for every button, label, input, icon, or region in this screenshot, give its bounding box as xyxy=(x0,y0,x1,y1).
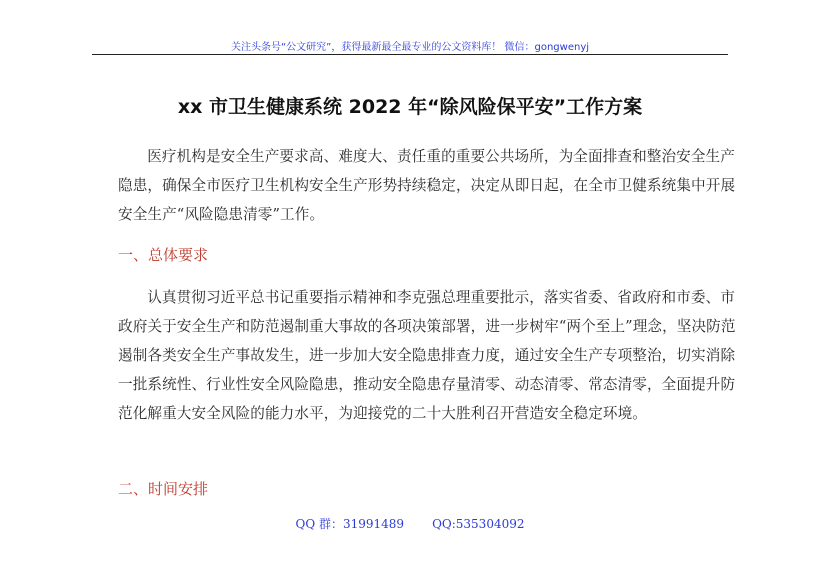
qq-number-label: QQ:535304092 xyxy=(432,517,525,531)
qq-group-label: QQ 群：31991489 xyxy=(295,517,405,531)
footer-contacts xyxy=(0,515,820,532)
section-heading-general-requirements: 一、总体要求 xyxy=(118,246,209,264)
section-heading-schedule: 二、时间安排 xyxy=(118,480,209,498)
intro-paragraph: 医疗机构是安全生产要求高、难度大、责任重的重要公共场所，为全面排查和整治安全生产隐患，确保全市医疗卫生机构安全生产形势持续稳定，决定从即日起，在全市卫健系统集中开展安全生产“风险隐患清零”工作。 xyxy=(118,148,736,223)
header-note: 关注头条号“公文研究”，获得最新最全最专业的公文资料库！ 微信：gongwenyj xyxy=(230,42,590,53)
document-title: xx 市卫生健康系统 2022 年“除风险保平安”工作方案 xyxy=(177,96,643,118)
header-divider xyxy=(92,54,728,55)
section-body-general-requirements: 认真贯彻习近平总书记重要指示精神和李克强总理重要批示，落实省委、省政府和市委、市政府关于安全生产和防范遏制重大事故的各项决策部署，进一步树牢“两个至上”理念，坚决防范遏制各类安全生产事故发生，进一步加大安全隐患排查力度，通过安全生产专项整治，切实消除一批系统性、行业性安全风险隐患，推动安全隐患存量清零、动态清零、常态清零，全面提升防范化解重大安全风险的能力水平，为迎接党的二十大胜利召开营造安全稳定环境。 xyxy=(118,289,736,422)
